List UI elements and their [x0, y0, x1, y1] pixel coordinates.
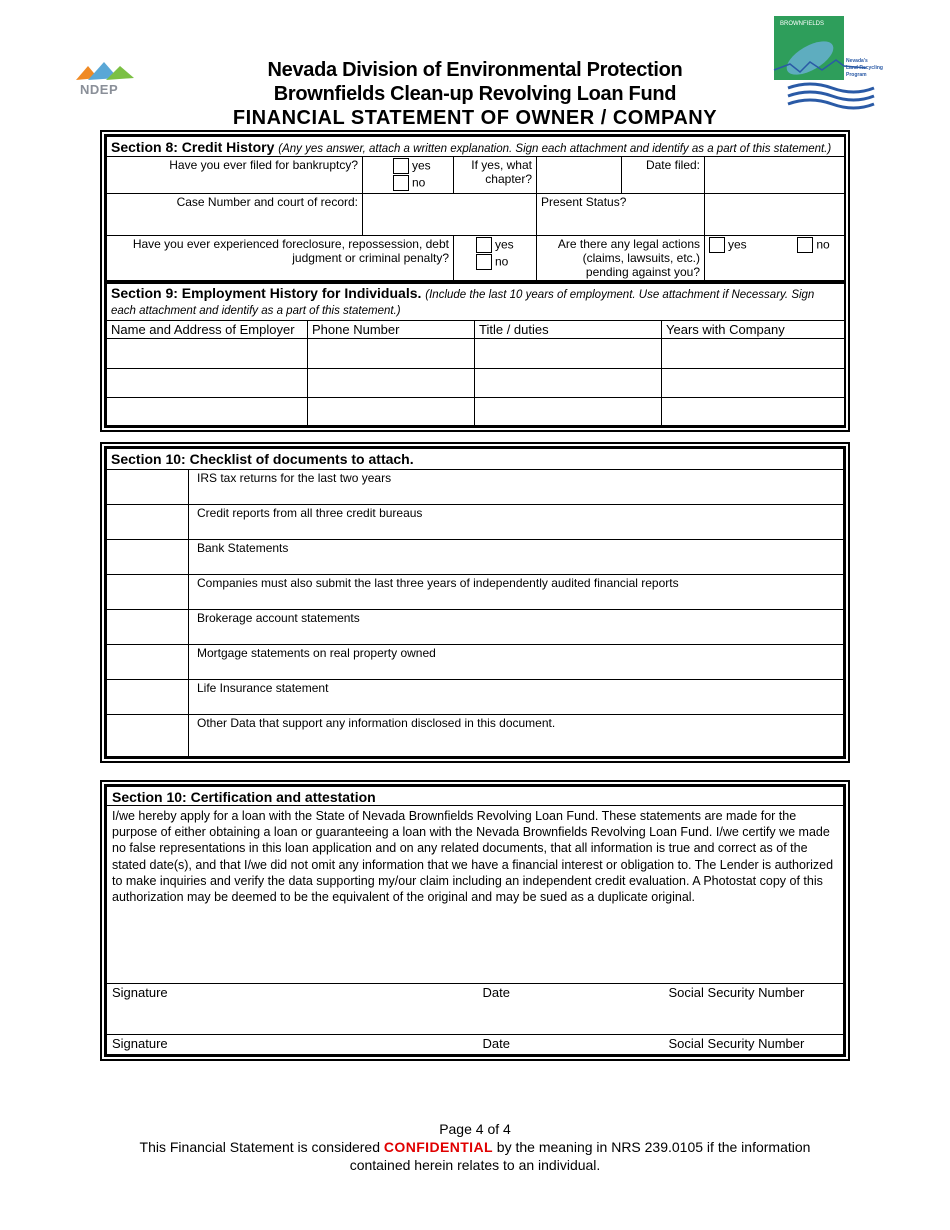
- employer-cell[interactable]: [107, 398, 308, 426]
- foreclosure-question-line2: judgment or criminal penalty?: [292, 251, 449, 265]
- signature-label: Signature: [107, 984, 479, 1035]
- checklist-check-cell[interactable]: [107, 645, 189, 680]
- employment-row: [107, 339, 845, 369]
- foreclosure-question: [107, 236, 454, 281]
- checklist-item: Other Data that support any information disclosed in this document.: [189, 715, 844, 757]
- checklist-item: Brokerage account statements: [189, 610, 844, 645]
- bankruptcy-no-label: no: [412, 175, 426, 190]
- section-10-certification-box: [100, 780, 850, 1061]
- signature-row-2: [107, 1035, 844, 1055]
- bankruptcy-no-checkbox[interactable]: [393, 175, 409, 191]
- employment-row: [107, 398, 845, 426]
- phone-cell[interactable]: [308, 339, 475, 369]
- signature-row-1: [107, 984, 844, 1035]
- confidentiality-pre: This Financial Statement is considered: [139, 1139, 384, 1155]
- chapter-question-line1: If yes, what: [471, 158, 532, 172]
- checklist-row: [107, 645, 844, 680]
- checklist-check-cell[interactable]: [107, 680, 189, 715]
- checklist-check-cell[interactable]: [107, 540, 189, 575]
- bf-logo-top: BROWNFIELDS: [780, 21, 825, 27]
- legal-yes-label: yes: [728, 237, 747, 252]
- certification-title: Section 10: Certification and attestation: [107, 787, 844, 806]
- section-8-9-box: [100, 130, 850, 432]
- date-filed-label: Date filed:: [622, 157, 705, 194]
- confidential-label: CONFIDENTIAL: [383, 1139, 493, 1155]
- employer-cell[interactable]: [107, 369, 308, 398]
- checklist-row: [107, 575, 844, 610]
- present-status-label: Present Status?: [537, 194, 705, 236]
- bankruptcy-yes-checkbox[interactable]: [393, 158, 409, 174]
- title-cell[interactable]: [475, 339, 662, 369]
- chapter-field[interactable]: [537, 157, 622, 194]
- checklist-row: [107, 715, 844, 757]
- section-10-checklist-box: [100, 442, 850, 763]
- date-label: Date: [479, 984, 665, 1035]
- years-cell[interactable]: [662, 398, 845, 426]
- bankruptcy-options: [363, 157, 454, 194]
- checklist-item: Bank Statements: [189, 540, 844, 575]
- legal-yes-checkbox[interactable]: [709, 237, 725, 253]
- years-cell[interactable]: [662, 339, 845, 369]
- employer-column-header: Name and Address of Employer: [107, 321, 308, 339]
- bankruptcy-yes-label: yes: [412, 158, 431, 173]
- legal-question-line3: pending against you?: [585, 265, 700, 279]
- phone-cell[interactable]: [308, 398, 475, 426]
- bf-logo-caption3: Program: [846, 72, 867, 78]
- checklist-check-cell[interactable]: [107, 505, 189, 540]
- bf-logo-caption1: Nevada's: [846, 58, 868, 64]
- title-cell[interactable]: [475, 369, 662, 398]
- date-filed-field[interactable]: [705, 157, 845, 194]
- checklist-check-cell[interactable]: [107, 575, 189, 610]
- legal-question-line2: (claims, lawsuits, etc.): [582, 251, 700, 265]
- title-line-1: Nevada Division of Environmental Protection: [267, 59, 683, 81]
- chapter-question: [454, 157, 537, 194]
- foreclosure-no-checkbox[interactable]: [476, 254, 492, 270]
- checklist-check-cell[interactable]: [107, 715, 189, 757]
- checklist-row: [107, 610, 844, 645]
- checklist-row: [107, 470, 844, 505]
- confidentiality-line1: [100, 1138, 850, 1156]
- signature-label: Signature: [107, 1035, 479, 1055]
- brownfields-logo: [770, 16, 895, 126]
- foreclosure-yes-label: yes: [495, 237, 514, 252]
- foreclosure-options: [454, 236, 537, 281]
- checklist-row: [107, 540, 844, 575]
- title-line-3: FINANCIAL STATEMENT OF OWNER / COMPANY: [232, 107, 718, 129]
- present-status-field[interactable]: [705, 194, 845, 236]
- foreclosure-question-line1: Have you ever experienced foreclosure, repossession, debt: [132, 237, 449, 251]
- ssn-label: Social Security Number: [665, 984, 844, 1035]
- document-title: [180, 58, 770, 130]
- legal-actions-question: [537, 236, 705, 281]
- bf-logo-caption2: Land Recycling: [846, 65, 883, 71]
- phone-cell[interactable]: [308, 369, 475, 398]
- confidentiality-post: by the meaning in NRS 239.0105 if the information: [492, 1139, 811, 1155]
- checklist-check-cell[interactable]: [107, 470, 189, 505]
- section-9-header: [107, 283, 845, 321]
- title-line-2: Brownfields Clean-up Revolving Loan Fund: [273, 83, 677, 105]
- foreclosure-yes-checkbox[interactable]: [476, 237, 492, 253]
- page-footer: [100, 1120, 850, 1174]
- chapter-question-line2: chapter?: [485, 172, 532, 186]
- employer-cell[interactable]: [107, 339, 308, 369]
- years-cell[interactable]: [662, 369, 845, 398]
- section-9-title: Section 9: Employment History for Individuals.: [111, 285, 422, 301]
- confidentiality-line2: contained herein relates to an individual.: [349, 1157, 601, 1173]
- checklist-item: Credit reports from all three credit bureaus: [189, 505, 844, 540]
- section-9-note: (Include the last 10 years of employment. Use attachment if Necessary. Sign each attachment and identify as a part of this statement.): [111, 289, 815, 317]
- certification-text: I/we hereby apply for a loan with the State of Nevada Brownfields Revolving Loan Fund. These statements are made for the purpose of either obtaining a loan or guaranteeing a loan with the Nevada Brownfields Revolving Loan Fund. I/we certify we made no false representations in this loan application and on any related documents, that all information is true and correct as of the stated date(s), and that I/we did not omit any information that we have a financial interest or obligation to. The Lender is authorized to make inquiries and verify the data supporting my/our claim including an independent credit evaluation. A Photostat copy of this authorization may be deemed to be the equivalent of the original and may be sued as a duplicate original.: [107, 806, 844, 984]
- checklist-row: [107, 680, 844, 715]
- section-8-title: Section 8: Credit History: [111, 139, 275, 155]
- title-column-header: Title / duties: [475, 321, 662, 339]
- checklist-item: IRS tax returns for the last two years: [189, 470, 844, 505]
- section-9-table: [106, 281, 845, 426]
- checklist-item: Life Insurance statement: [189, 680, 844, 715]
- date-label: Date: [479, 1035, 665, 1055]
- section-8-header: [107, 137, 845, 157]
- ndep-logo-text: NDEP: [80, 82, 119, 97]
- legal-no-checkbox[interactable]: [797, 237, 813, 253]
- legal-no-label: no: [816, 237, 830, 252]
- employment-row: [107, 369, 845, 398]
- checklist-table: [106, 448, 844, 757]
- checklist-item: Mortgage statements on real property owned: [189, 645, 844, 680]
- section-8-table: [106, 136, 845, 281]
- bankruptcy-question: Have you ever filed for bankruptcy?: [107, 157, 363, 194]
- phone-column-header: Phone Number: [308, 321, 475, 339]
- case-number-field[interactable]: [363, 194, 537, 236]
- case-number-label: Case Number and court of record:: [107, 194, 363, 236]
- legal-actions-options: [705, 236, 845, 281]
- ssn-label: Social Security Number: [665, 1035, 844, 1055]
- checklist-check-cell[interactable]: [107, 610, 189, 645]
- foreclosure-no-label: no: [495, 254, 509, 269]
- checklist-title: Section 10: Checklist of documents to attach.: [107, 449, 844, 470]
- page-number: Page 4 of 4: [439, 1121, 511, 1137]
- certification-table: [106, 786, 844, 1055]
- title-cell[interactable]: [475, 398, 662, 426]
- years-column-header: Years with Company: [662, 321, 845, 339]
- legal-question-line1: Are there any legal actions: [557, 237, 700, 251]
- checklist-item: Companies must also submit the last three years of independently audited financial reports: [189, 575, 844, 610]
- checklist-row: [107, 505, 844, 540]
- section-8-note: (Any yes answer, attach a written explanation. Sign each attachment and identify as a part of this statement.): [278, 143, 832, 155]
